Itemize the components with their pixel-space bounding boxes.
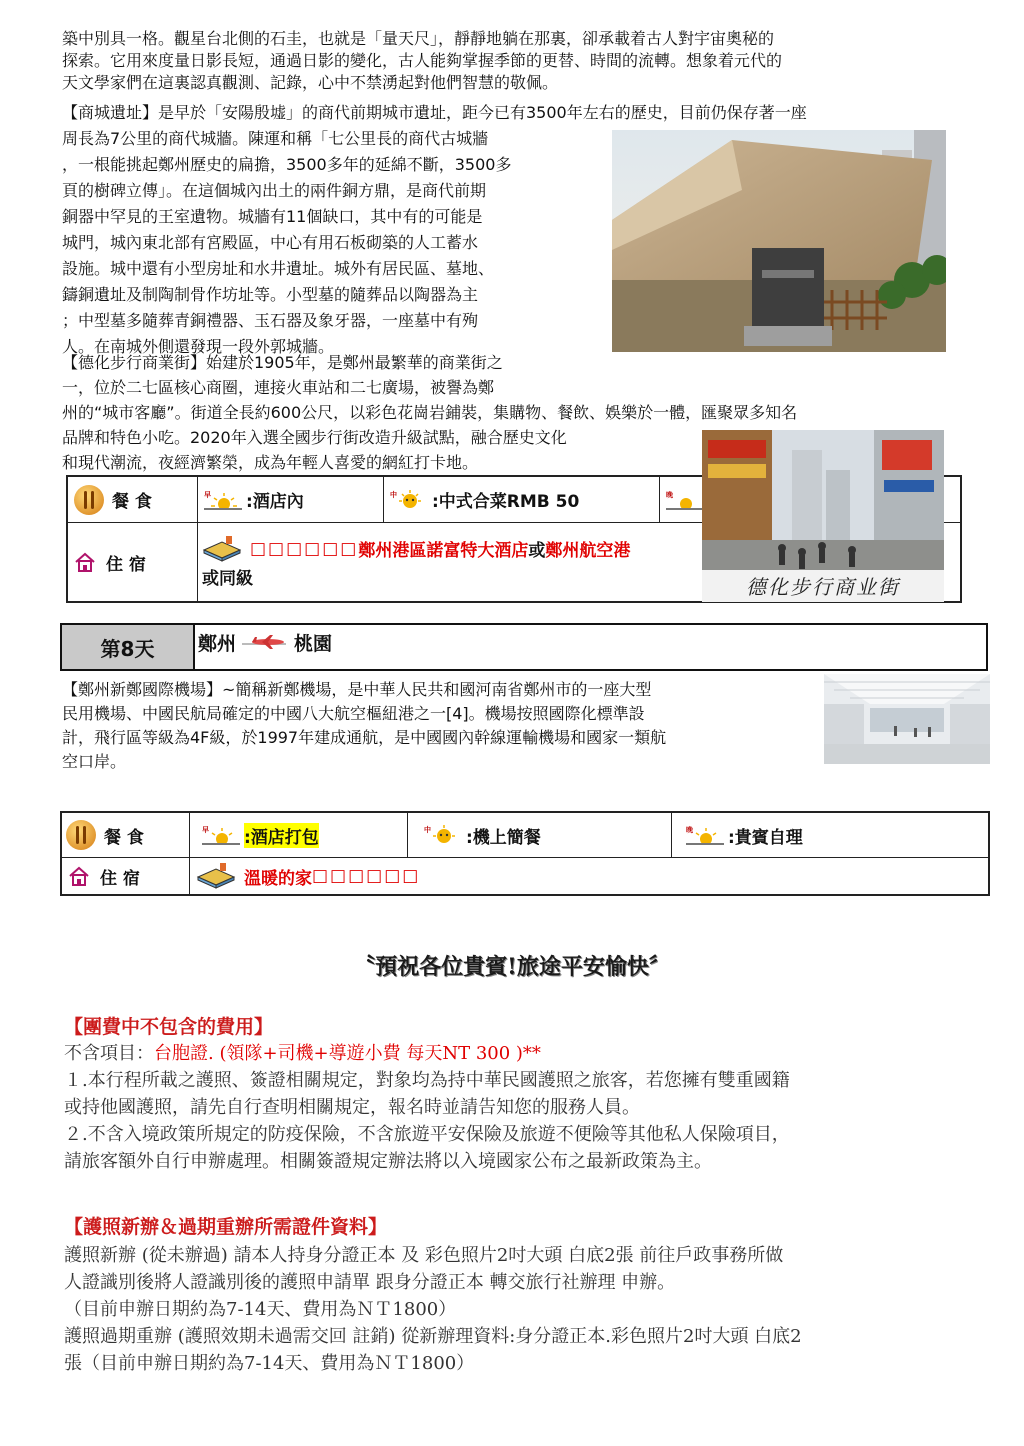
lunch-sun-icon (424, 825, 462, 845)
text-line: 【鄭州新鄭國際機場】~簡稱新鄭機場，是中華人民共和國河南省鄭州市的一座大型 (62, 680, 652, 699)
svg-text:早: 早 (204, 490, 211, 499)
airport-photo (824, 674, 990, 764)
meal-label-cell (62, 813, 190, 858)
house-icon (74, 552, 96, 572)
text-line: 城門，城內東北部有宮殿區，中心有用石板砌築的人工蓄水 (62, 233, 479, 252)
airplane-icon (240, 633, 290, 653)
text-line: 銅器中罕見的王室遺物。城牆有11個缺口，其中有的可能是 (62, 207, 483, 226)
text-line: 護照過期重辦 (護照效期未過需交回 註銷) 從新辦理資料:身分證正本.彩色照片2吋大頭 白底2 (64, 1326, 802, 1347)
text-line: 周長為7公里的商代城牆。陳運和稱「七公里長的商代古城牆 (62, 129, 489, 148)
breakfast-cell (198, 477, 384, 523)
svg-text:晚: 晚 (686, 826, 693, 834)
text-line: ；中型墓多隨葬青銅禮器、玉石器及象牙器，一座墓中有殉 (62, 311, 479, 330)
stay-label: 住 宿 (100, 868, 140, 889)
dinner-sun-icon (686, 825, 724, 845)
lunch-value: :中式合菜RMB 50 (432, 492, 580, 512)
meal-icon (74, 485, 104, 515)
text-line: 和現代潮流，夜經濟繁榮，成為年輕人喜愛的網紅打卡地。 (62, 453, 479, 472)
meal-icon (66, 820, 96, 850)
meal-label-cell (68, 477, 198, 523)
text-line: （目前申辦日期約為7-14天、費用為ＮＴ1800） (64, 1299, 457, 1320)
dinner-value: :貴賓自理 (728, 827, 803, 848)
dehua-street-paragraph (62, 352, 797, 474)
stay-label-cell (68, 523, 198, 601)
dehua-street-photo (702, 430, 944, 602)
house-icon (68, 866, 90, 886)
breakfast-value: :酒店打包 (244, 823, 319, 848)
fees-paragraph (64, 1040, 790, 1175)
text-line: 【商城遺址】是早於「安陽殷墟」的商代前期城市遺址，距今已有3500年左右的歷史，目前仍保存著一座 (62, 103, 807, 122)
day8-route (198, 629, 332, 656)
text-line: 計，飛行區等級為4F級，於1997年建成通航，是中國國內幹線運輸機場和國家一類航 (62, 728, 667, 747)
text-line: 【德化步行商業街】始建於1905年，是鄭州最繁華的商業街之 (62, 353, 503, 372)
breakfast-sun-icon (204, 490, 242, 510)
text-line: 築中別具一格。觀星台北側的石圭，也就是「量天尺」，靜靜地躺在那裏，卻承載着古人對宇宙奧秘的 (62, 29, 775, 48)
breakfast-value: :酒店內 (246, 492, 304, 512)
hotel-name-1: 鄭州港區諾富特大酒店 (358, 541, 529, 561)
text-line: 頁的樹碑立傳」。在這個城內出土的兩件銅方鼎，是商代前期 (62, 181, 487, 200)
text-line: ，一根能挑起鄭州歷史的扁擔，3500多年的延綿不斷，3500多 (62, 155, 512, 174)
route-from: 鄭州 (198, 633, 237, 655)
text-line: 或持他國護照，請先自行查明相關規定，報名時並請告知您的服務人員。 (64, 1097, 640, 1118)
svg-text:中: 中 (390, 490, 397, 499)
intro-paragraph (62, 28, 782, 94)
stay-label-cell (62, 858, 190, 894)
text-line: 品牌和特色小吃。2020年入選全國步行街改造升級試點，融合歷史文化 (62, 428, 567, 447)
text-line: 探索。它用來度量日影長短，通過日影的變化，古人能夠掌握季節的更替、時間的流轉。想象着元代的 (62, 51, 783, 70)
breakfast-cell (190, 813, 408, 858)
bed-icon (196, 863, 236, 889)
excluded-label: 不含項目： (64, 1043, 154, 1064)
day8-meal-stay-table (60, 811, 990, 896)
dinner-sun-icon (666, 490, 704, 510)
or-text: 或 (528, 541, 546, 561)
dehua-photo-caption: 德化步行商业街 (746, 575, 900, 599)
stay-value-cell (190, 858, 988, 894)
passport-section-title: 【護照新辦＆過期重辦所需證件資料】 (64, 1216, 388, 1238)
excluded-items: 台胞證. (領隊+司機+導遊小費 每天NT 300 )** (154, 1043, 541, 1064)
stay-label: 住 宿 (106, 554, 146, 575)
text-line: 民用機場、中國民航局確定的中國八大航空樞紐港之一[4]。機場按照國際化標準設 (62, 704, 645, 723)
text-line: 天文學家們在這裏認真觀測、記錄，心中不禁湧起對他們智慧的敬佩。 (62, 73, 559, 92)
text-line: 空口岸。 (62, 752, 127, 771)
fees-section-title: 【團費中不包含的費用】 (64, 1016, 274, 1038)
text-line: 一，位於二七區核心商圈，連接火車站和二七廣場，被譽為鄭 (62, 378, 495, 397)
text-line: 設施。城中還有小型房址和水井遺址。城外有居民區、墓地、 (62, 259, 495, 278)
svg-text:中: 中 (424, 826, 431, 834)
svg-text:晚: 晚 (666, 490, 673, 499)
lunch-cell (408, 813, 672, 858)
text-line: 人。在南城外側還發現一段外郭城牆。 (62, 337, 335, 356)
meal-label: 餐 食 (104, 827, 144, 848)
home-text: 溫暖的家 (244, 868, 312, 889)
airport-paragraph (62, 678, 666, 774)
bed-icon (202, 536, 242, 562)
text-line: 州的“城市客廳”。街道全長約600公尺，以彩色花崗岩鋪裝，集購物、餐飲、娛樂於一體，匯聚眾多知名 (62, 403, 798, 422)
text-line: 鑄銅遺址及制陶制骨作坊址等。小型墓的隨葬品以陶器為主 (62, 285, 479, 304)
dinner-cell (672, 813, 988, 858)
similar-hotel-text: 或同級 (202, 568, 253, 589)
lunch-sun-icon (390, 490, 428, 510)
passport-paragraph (64, 1242, 802, 1377)
excluded-line (64, 1040, 790, 1067)
text-line: ２.不含入境政策所規定的防疫保險，不含旅遊平安保險及旅遊不便險等其他私人保險項目， (64, 1124, 790, 1145)
meal-label: 餐 食 (112, 492, 152, 512)
shang-city-wall-photo (612, 130, 946, 352)
text-line: 護照新辦 (從未辦過) 請本人持身分證正本 及 彩色照片2吋大頭 白底2張 前往戶政事務所做 (64, 1245, 784, 1266)
home-boxes: □□□□□□ (312, 866, 421, 886)
day8-label: 第8天 (62, 625, 195, 669)
lunch-value: :機上簡餐 (466, 827, 541, 848)
breakfast-sun-icon (202, 825, 240, 845)
text-line: 張（目前申辦日期約為7-14天、費用為ＮＴ1800） (64, 1353, 475, 1374)
route-to: 桃園 (294, 633, 333, 655)
text-line: １.本行程所載之護照、簽證相關規定，對象均為持中華民國護照之旅客，若您擁有雙重國籍 (64, 1070, 790, 1091)
stay-boxes: □□□□□□ (250, 538, 359, 559)
day8-header-bar (60, 623, 988, 671)
svg-text:早: 早 (202, 826, 209, 834)
farewell-wish: 〝預祝各位貴賓!旅途平安愉快〞 (353, 954, 671, 980)
text-line: 請旅客額外自行申辦處理。相關簽證規定辦法將以入境國家公布之最新政策為主。 (64, 1151, 712, 1172)
text-line: 人證識別後將人證識別後的護照申請單 跟身分證正本 轉交旅行社辦理 申辦。 (64, 1272, 676, 1293)
hotel-name-2: 鄭州航空港 (545, 541, 631, 561)
lunch-cell (384, 477, 660, 523)
